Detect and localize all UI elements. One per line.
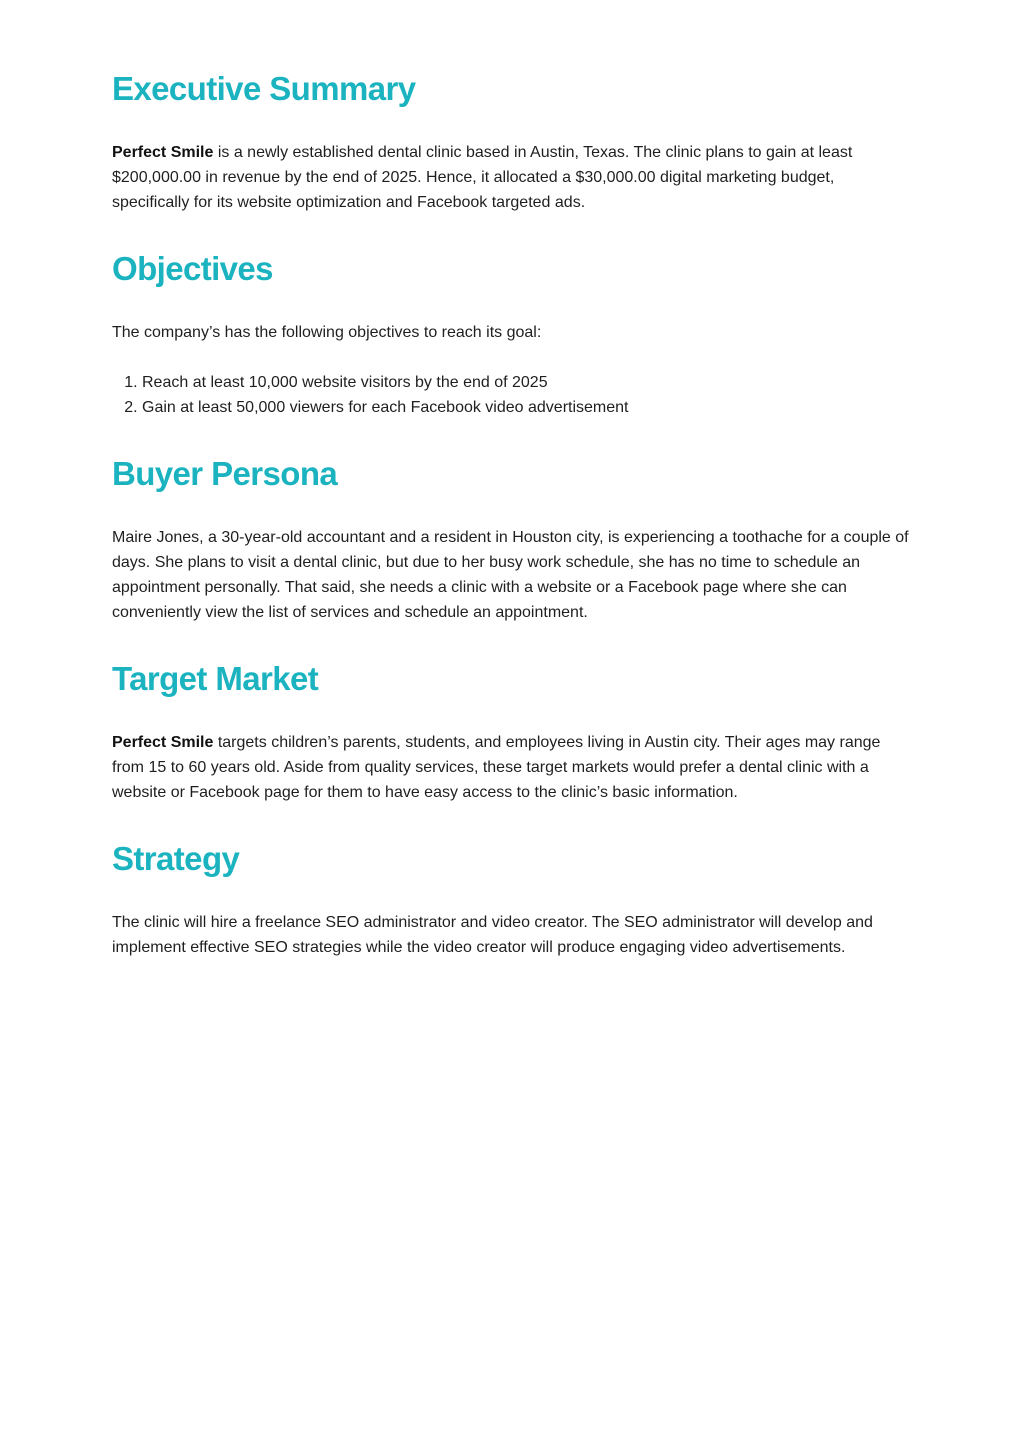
target-market-heading: Target Market: [112, 660, 319, 697]
executive-summary-text: is a newly established dental clinic based in Austin, Texas. The clinic plans to gain at least $200,000.00 in revenue by the end of 2025. Hence, it allocated a $30,000.00 digital marketing budget, specifically for its website optimization and Facebook targeted ads.: [112, 144, 853, 211]
objectives-heading: Objectives: [112, 250, 273, 287]
list-item: 2. Gain at least 50,000 viewers for each Facebook video advertisement: [142, 395, 942, 420]
target-market-text: targets children’s parents, students, and employees living in Austin city. Their ages may range from 15 to 60 years old. Aside from quality services, these target markets would prefer a dental clinic with a website or Facebook page for them to have easy access to the clinic’s basic information.: [112, 734, 881, 801]
executive-summary-paragraph: [112, 140, 912, 215]
target-market-paragraph: [112, 730, 912, 805]
brand-name: Perfect Smile: [112, 144, 214, 161]
executive-summary-heading: Executive Summary: [112, 70, 416, 107]
objectives-intro: The company’s has the following objectives to reach its goal:: [112, 324, 542, 341]
objectives-list: [112, 370, 942, 420]
strategy-heading: Strategy: [112, 840, 240, 877]
buyer-persona-paragraph: Maire Jones, a 30-year-old accountant and a resident in Houston city, is experiencing a toothache for a couple of days. She plans to visit a dental clinic, but due to her busy work schedule, she has no time to schedule an appointment personally. That said, she needs a clinic with a website or a Facebook page where she can conveniently view the list of services and schedule an appointment.: [112, 529, 909, 621]
list-item: 1. Reach at least 10,000 website visitors by the end of 2025: [142, 370, 942, 395]
buyer-persona-heading: Buyer Persona: [112, 455, 338, 492]
brand-name: Perfect Smile: [112, 734, 214, 751]
strategy-paragraph: The clinic will hire a freelance SEO administrator and video creator. The SEO administrator will develop and implement effective SEO strategies while the video creator will produce engaging video advertisements.: [112, 914, 873, 956]
